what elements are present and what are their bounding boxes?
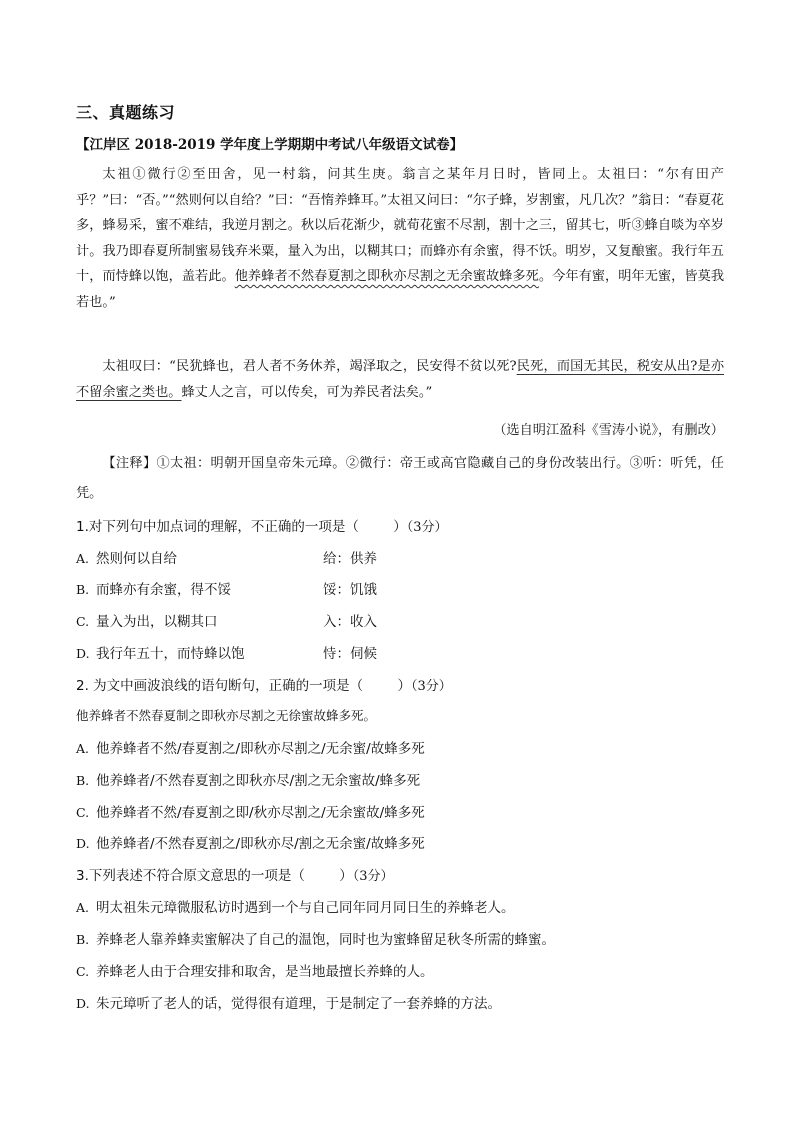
passage-text: 太祖叹曰：“民犹蜂也，君人者不务休养，竭泽取之，民安得不贫以死?: [102, 359, 517, 374]
option-text: 他养蜂者不然/春夏割之/即秋亦尽割之/无余蜜/故蜂多死: [96, 741, 425, 757]
question-3-option-d: [76, 992, 501, 1012]
question-3-option-a: [76, 896, 515, 916]
question-text: 3.下列表述不符合原文意思的一项是（: [76, 868, 305, 884]
option-letter: D.: [76, 836, 90, 851]
question-text: 2. 为文中画波浪线的语句断句，正确的一项是（: [76, 678, 364, 694]
question-1-gloss-a: 给：供养: [323, 551, 377, 567]
section-title: 三、真题练习: [76, 103, 176, 122]
answer-blank: ）: [363, 678, 412, 694]
question-points: （3分）: [411, 679, 452, 694]
answer-blank: ）: [358, 519, 407, 535]
option-letter: A.: [76, 551, 90, 566]
passage-text: 蜂丈人之言，可以传矣，可为养民者法矣。”: [181, 384, 433, 400]
passage-text: 。今年有蜜，明年无蜜，皆莫我若也。”: [76, 269, 725, 310]
question-1-stem: [76, 515, 448, 535]
wavy-underlined-sentence: 他养蜂者不然春夏割之即秋亦尽割之无余蜜故蜂多死: [234, 269, 539, 284]
question-1-option-c: [76, 610, 218, 630]
question-3-stem: [76, 864, 394, 884]
question-2-quoted-sentence: 他养蜂者不然春夏制之即秋亦尽割之无徐蜜故蜂多死。: [76, 708, 377, 723]
question-2-stem: [76, 674, 452, 694]
question-2-option-d: [76, 832, 425, 852]
option-letter: A.: [76, 741, 90, 756]
question-1-option-b: [76, 578, 231, 598]
passage-paragraph-2: [76, 354, 724, 405]
option-letter: B.: [76, 582, 90, 597]
option-text: 我行年五十，而恃蜂以饱: [96, 646, 245, 662]
option-text: 养蜂老人靠养蜂卖蜜解决了自己的温饱，同时也为蜜蜂留足秋冬所需的蜂蜜。: [96, 932, 555, 948]
option-letter: A.: [76, 900, 90, 915]
question-1-option-a: [76, 547, 177, 567]
passage-credit: （选自明江盈科《雪涛小说》，有删改）: [493, 423, 724, 438]
question-points: （3分）: [352, 869, 394, 884]
question-points: （3分）: [406, 520, 448, 535]
option-text: 朱元璋听了老人的话，觉得很有道理，于是制定了一套养蜂的方法。: [96, 996, 501, 1012]
option-text: 而蜂亦有余蜜，得不馁: [96, 582, 231, 598]
option-letter: B.: [76, 932, 90, 947]
question-text: 1.对下列句中加点词的理解，不正确的一项是（: [76, 519, 359, 535]
answer-blank: ）: [304, 868, 353, 884]
passage-paragraph-1: [76, 162, 724, 315]
exam-source: 【江岸区 2018-2019 学年度上学期期中考试八年级语文试卷】: [76, 137, 464, 153]
option-text: 明太祖朱元璋微服私访时遇到一个与自己同年同月同日生的养蜂老人。: [96, 900, 515, 916]
option-letter: D.: [76, 996, 90, 1011]
option-letter: D.: [76, 646, 90, 661]
option-text: 他养蜂者/不然春夏割之即秋亦尽/割之无余蜜故/蜂多死: [96, 773, 421, 789]
question-1-gloss-c: 入：收入: [323, 614, 377, 630]
option-text: 养蜂老人由于合理安排和取舍，是当地最擅长养蜂的人。: [96, 964, 434, 980]
option-text: 然则何以自给: [96, 551, 177, 567]
option-letter: C.: [76, 805, 90, 820]
passage-text: 太祖①微行②至田舍，见一村翁，问其生庚。翁言之某年月日时，皆同上。太祖曰：“尔有田产乎？”曰：“否。”“然则何以自给？”曰：“吾惰养蜂耳。”太祖又问曰：“尔子蜂，岁割蜜，凡几次？”翁日：“春夏花多，蜂易采，蜜不难结，我逆月割之。秋以后花渐少，就荀花蜜不尽割，割十之三，留其七，听③蜂自啖为卒岁计。我乃即春夏所制蜜易钱弃米粟，量入为出，以糊其口；而蜂亦有余蜜，得不饫。明岁，又复酿蜜。我行年五十，而恃蜂以饱，盖若此。: [76, 167, 724, 284]
question-1-option-d: [76, 642, 245, 662]
annotation-notes: 【注释】①太祖：明朝开国皇帝朱元璋。②微行：帝王或高官隐藏自己的身份改装出行。③听：听凭，任凭。: [76, 456, 724, 501]
option-letter: C.: [76, 614, 90, 629]
underlined-sentence: 民死，而国无其民，税安从出?是亦不留余蜜之类也。: [76, 359, 725, 400]
option-letter: B.: [76, 773, 90, 788]
question-2-option-b: [76, 769, 420, 789]
option-text: 他养蜂者/不然春夏割之/即秋亦尽/割之无余蜜/故蜂多死: [96, 836, 425, 852]
question-3-option-c: [76, 960, 434, 980]
option-text: 他养蜂者不然/春夏割之即/秋亦尽割之/无余蜜故/蜂多死: [96, 805, 425, 821]
question-3-option-b: [76, 928, 555, 948]
option-letter: C.: [76, 964, 90, 979]
option-text: 量入为出，以糊其口: [96, 614, 218, 630]
question-1-gloss-b: 馁：饥饿: [323, 582, 377, 598]
question-1-gloss-d: 恃：伺候: [323, 646, 377, 662]
question-2-option-a: [76, 737, 425, 757]
question-2-option-c: [76, 801, 425, 821]
